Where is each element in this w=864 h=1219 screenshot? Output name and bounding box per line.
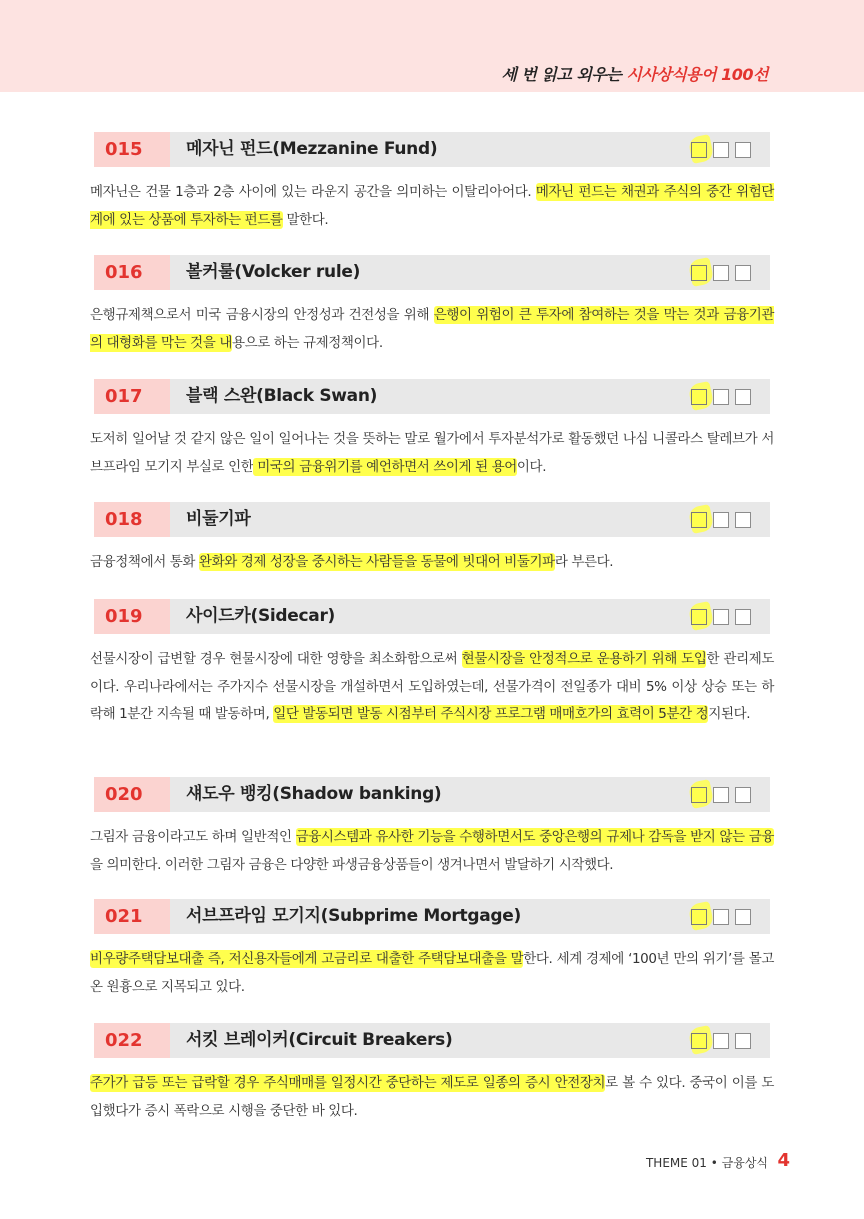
term-entry-020 <box>90 777 774 879</box>
term-entry-015 <box>90 132 774 234</box>
desc-text: 그림자 금융이라고도 하며 일반적인 <box>90 829 296 845</box>
book-title-accent: 시사상식용어 100선 <box>626 65 768 84</box>
review-checkbox-1[interactable] <box>691 787 707 803</box>
review-checkbox-1[interactable] <box>691 389 707 405</box>
desc-text: 말한다. <box>282 211 329 228</box>
review-checkbox-2[interactable] <box>713 142 729 158</box>
review-checkbox-3[interactable] <box>735 909 751 925</box>
desc-highlight: 메자닌 펀드는 채권과 주식의 중간 위험단계에 있는 상품에 투자하는 펀드를 <box>90 184 774 228</box>
review-checkbox-2[interactable] <box>713 265 729 281</box>
review-checkbox-1[interactable] <box>691 512 707 528</box>
term-title: 서킷 브레이커(Circuit Breakers) <box>186 1030 453 1050</box>
term-bar <box>94 379 770 414</box>
term-description <box>90 179 774 234</box>
review-checkbox-3[interactable] <box>735 142 751 158</box>
term-bar <box>94 502 770 537</box>
review-checkboxes <box>691 142 751 158</box>
term-bar <box>94 777 770 812</box>
term-bar <box>94 899 770 934</box>
review-checkbox-1[interactable] <box>691 609 707 625</box>
review-checkboxes <box>691 787 751 803</box>
term-number: 020 <box>94 777 170 812</box>
term-number: 016 <box>94 255 170 290</box>
term-title: 블랙 스완(Black Swan) <box>186 386 378 406</box>
review-checkboxes <box>691 389 751 405</box>
review-checkboxes <box>691 609 751 625</box>
desc-text: 메자닌은 건물 1층과 2층 사이에 있는 라운지 공간을 의미하는 이탈리아어다. <box>90 184 536 200</box>
desc-text: 금융정책에서 통화 <box>90 554 199 570</box>
review-checkbox-2[interactable] <box>713 787 729 803</box>
review-checkbox-3[interactable] <box>735 609 751 625</box>
desc-text: 한 관리제도이다. 우리나라에서는 주가지수 선물시장을 개설하면서 도입하였는데, 선물가격이 전일종가 대비 5% 이상 상승 또는 하락해 1분간 지속될 때 발동하며, <box>90 651 775 722</box>
term-number: 017 <box>94 379 170 414</box>
review-checkboxes <box>691 512 751 528</box>
review-checkbox-3[interactable] <box>735 265 751 281</box>
term-title: 볼커룰(Volcker rule) <box>186 262 361 282</box>
footer-theme-label: THEME 01 • 금융상식 <box>645 1156 768 1170</box>
desc-text: 로 볼 수 있다. 중국이 이를 도입했다가 증시 폭락으로 시행을 중단한 바 있다. <box>90 1075 774 1119</box>
desc-highlight: 일단 발동되면 발동 시점부터 주식시장 프로그램 매매호가의 효력이 5분간 정 <box>273 706 709 722</box>
term-description <box>90 302 774 357</box>
desc-highlight: 은행이 위험이 큰 투자에 참여하는 것을 막는 것과 금융기관의 대형화를 막는 것을 내 <box>90 307 775 351</box>
term-number: 019 <box>94 599 170 634</box>
desc-text: 이다. <box>516 458 547 475</box>
review-checkboxes <box>691 1033 751 1049</box>
review-checkbox-2[interactable] <box>713 389 729 405</box>
review-checkbox-3[interactable] <box>735 512 751 528</box>
review-checkbox-1[interactable] <box>691 909 707 925</box>
term-entry-017 <box>90 379 774 481</box>
review-checkboxes <box>691 909 751 925</box>
desc-highlight: 현물시장을 안정적으로 운용하기 위해 도입 <box>461 651 707 667</box>
term-description <box>90 1070 774 1125</box>
desc-text: 용으로 하는 규제정책이다. <box>231 334 383 351</box>
review-checkbox-2[interactable] <box>713 909 729 925</box>
desc-text: 지된다. <box>708 706 751 722</box>
desc-highlight: 금융시스템과 유사한 기능을 수행하면서도 중앙은행의 규제나 감독을 받지 않는 금융 <box>295 829 774 845</box>
term-title: 사이드카(Sidecar) <box>186 606 336 626</box>
term-number: 018 <box>94 502 170 537</box>
desc-text: 선물시장이 급변할 경우 현물시장에 대한 영향을 최소화함으로써 <box>90 651 462 667</box>
review-checkbox-1[interactable] <box>691 265 707 281</box>
term-description <box>90 426 774 481</box>
page-number: 4 <box>777 1150 790 1171</box>
term-entry-018 <box>90 502 770 577</box>
desc-highlight: 비우량주택담보대출 즉, 저신용자들에게 고금리로 대출한 주택담보대출을 말 <box>90 951 524 967</box>
desc-text: 도저히 일어날 것 같지 않은 일이 일어나는 것을 뜻하는 말로 월가에서 투자분석가로 활동했던 나심 니콜라스 탈레브가 서브프라임 모기지 부실로 인한 <box>90 431 774 475</box>
term-description <box>90 824 774 879</box>
term-entry-016 <box>90 255 775 357</box>
term-description <box>90 549 774 577</box>
book-title-plain: 세 번 읽고 외우는 <box>501 65 627 84</box>
term-entry-021 <box>90 899 774 1001</box>
review-checkbox-3[interactable] <box>735 1033 751 1049</box>
term-description <box>90 646 774 729</box>
term-bar <box>94 132 770 167</box>
term-title: 비둘기파 <box>186 509 251 529</box>
desc-highlight: 완화와 경제 성장을 중시하는 사람들을 동물에 빗대어 비둘기파 <box>198 554 555 570</box>
term-entry-022 <box>90 1023 774 1125</box>
term-bar <box>94 599 770 634</box>
desc-text: 을 의미한다. 이러한 그림자 금융은 다양한 파생금융상품들이 생겨나면서 발달하기 시작했다. <box>90 856 614 873</box>
term-bar <box>94 1023 770 1058</box>
review-checkbox-3[interactable] <box>735 389 751 405</box>
term-number: 021 <box>94 899 170 934</box>
book-title <box>501 62 768 85</box>
term-bar <box>94 255 770 290</box>
desc-highlight: 주가가 급등 또는 급락할 경우 주식매매를 일정시간 중단하는 제도로 일종의 증시 안전장치 <box>90 1075 606 1091</box>
review-checkbox-1[interactable] <box>691 142 707 158</box>
term-number: 015 <box>94 132 170 167</box>
term-entry-019 <box>90 599 775 729</box>
term-title: 메자닌 펀드(Mezzanine Fund) <box>186 139 438 159</box>
term-title: 서브프라임 모기지(Subprime Mortgage) <box>186 906 521 926</box>
desc-text: 은행규제책으로서 미국 금융시장의 안정성과 건전성을 위해 <box>90 307 434 323</box>
term-number: 022 <box>94 1023 170 1058</box>
desc-text: 라 부른다. <box>554 554 614 570</box>
page-header <box>0 0 864 92</box>
review-checkbox-2[interactable] <box>713 512 729 528</box>
review-checkboxes <box>691 265 751 281</box>
term-description <box>90 946 774 1001</box>
review-checkbox-3[interactable] <box>735 787 751 803</box>
desc-text: 한다. 세계 경제에 ‘100년 만의 위기’를 몰고온 원흉으로 지목되고 있다. <box>90 951 774 995</box>
page-footer <box>646 1154 790 1171</box>
desc-highlight: 미국의 금융위기를 예언하면서 쓰이게 된 용어 <box>253 458 517 475</box>
review-checkbox-2[interactable] <box>713 609 729 625</box>
review-checkbox-1[interactable] <box>691 1033 707 1049</box>
term-title: 섀도우 뱅킹(Shadow banking) <box>186 784 442 804</box>
review-checkbox-2[interactable] <box>713 1033 729 1049</box>
